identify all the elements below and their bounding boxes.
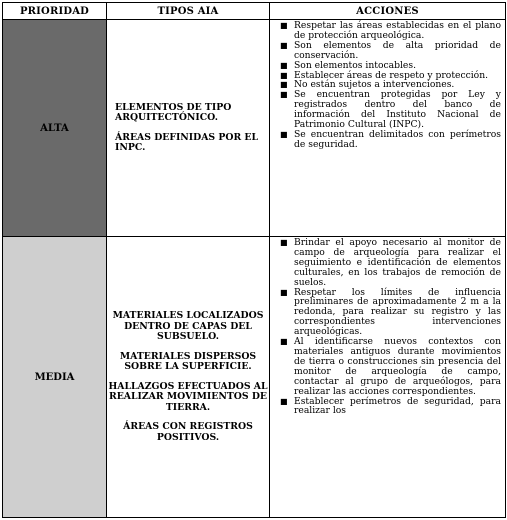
square-bullet-icon: ■ xyxy=(280,80,288,90)
tipos-media xyxy=(107,237,270,518)
square-bullet-icon: ■ xyxy=(280,21,288,30)
acciones-media xyxy=(270,237,506,518)
action-item: ■ Se encuentran delimitados con perímetros de seguridad. xyxy=(280,128,501,150)
action-item: ■ Al identificarse nuevos contextos con materiales antiguos durante movimientos de tierra o construcciones sin presencia del monitor de arqueología de campo, contactar al grupo de arqueólogos, para realizar las acciones correspondientes. xyxy=(280,336,501,397)
square-bullet-icon: ■ xyxy=(280,40,288,50)
header-tipos: TIPOS AIA xyxy=(107,3,270,20)
actions-list xyxy=(270,237,505,416)
square-bullet-icon: ■ xyxy=(280,90,288,100)
action-item: ■ Son elementos intocables. xyxy=(280,59,416,71)
tipo-item: MATERIALES DISPERSOS SOBRE LA SUPERFICIE. xyxy=(119,350,257,372)
square-bullet-icon: ■ xyxy=(280,287,288,297)
action-item: ■ No están sujetos a intervenciones. xyxy=(280,79,455,91)
actions-list xyxy=(270,20,505,150)
square-bullet-icon: ■ xyxy=(280,129,288,139)
square-bullet-icon: ■ xyxy=(280,238,288,247)
tipo-item: ELEMENTOS DE TIPO ARQUITECTÓNICO. xyxy=(115,101,232,123)
square-bullet-icon: ■ xyxy=(280,70,288,80)
action-item: ■ Brindar el apoyo necesario al monitor de campo de arqueología para realizar el seguimiento e identificación de elementos culturales, en los trabajos de remoción de suelos. xyxy=(280,237,501,288)
action-item: ■ Se encuentran protegidas por Ley y registrados dentro del banco de información del Instituto Nacional de Patrimonio Cultural (INPC). xyxy=(280,89,501,131)
header-prioridad: PRIORIDAD xyxy=(3,3,107,20)
square-bullet-icon: ■ xyxy=(280,60,288,70)
priority-table xyxy=(2,2,506,518)
priority-media: MEDIA xyxy=(3,237,107,518)
action-item: ■ Establecer perímetros de seguridad, para realizar los xyxy=(280,395,501,417)
tipo-item: ÁREAS CON REGISTROS POSITIVOS. xyxy=(123,421,253,443)
tipo-item: ÁREAS DEFINIDAS POR EL INPC. xyxy=(115,131,259,153)
action-item: ■ Establecer áreas de respeto y protección. xyxy=(280,69,489,81)
action-item: ■ Respetar las áreas establecidas en el plano de protección arqueológica. xyxy=(280,20,501,41)
square-bullet-icon: ■ xyxy=(280,396,288,406)
tipos-alta xyxy=(107,20,270,237)
action-item: ■ Son elementos de alta prioridad de conservación. xyxy=(280,39,501,61)
action-item: ■ Respetar los límites de influencia preliminares de aproximadamente 2 m a la redonda, para realizar su registro y las correspondientes intervenciones arqueológicas. xyxy=(280,286,501,338)
header-acciones: ACCIONES xyxy=(270,3,506,20)
row-alta xyxy=(3,20,506,237)
header-row xyxy=(3,3,506,20)
square-bullet-icon: ■ xyxy=(280,337,288,347)
acciones-alta xyxy=(270,20,506,237)
tipo-item: MATERIALES LOCALIZADOS DENTRO DE CAPAS DEL SUBSUELO. xyxy=(112,310,264,342)
tipo-item: HALLAZGOS EFECTUADOS AL REALIZAR MOVIMIENTOS DE TIERRA. xyxy=(108,380,268,413)
priority-alta: ALTA xyxy=(3,20,107,237)
row-media xyxy=(3,237,506,518)
